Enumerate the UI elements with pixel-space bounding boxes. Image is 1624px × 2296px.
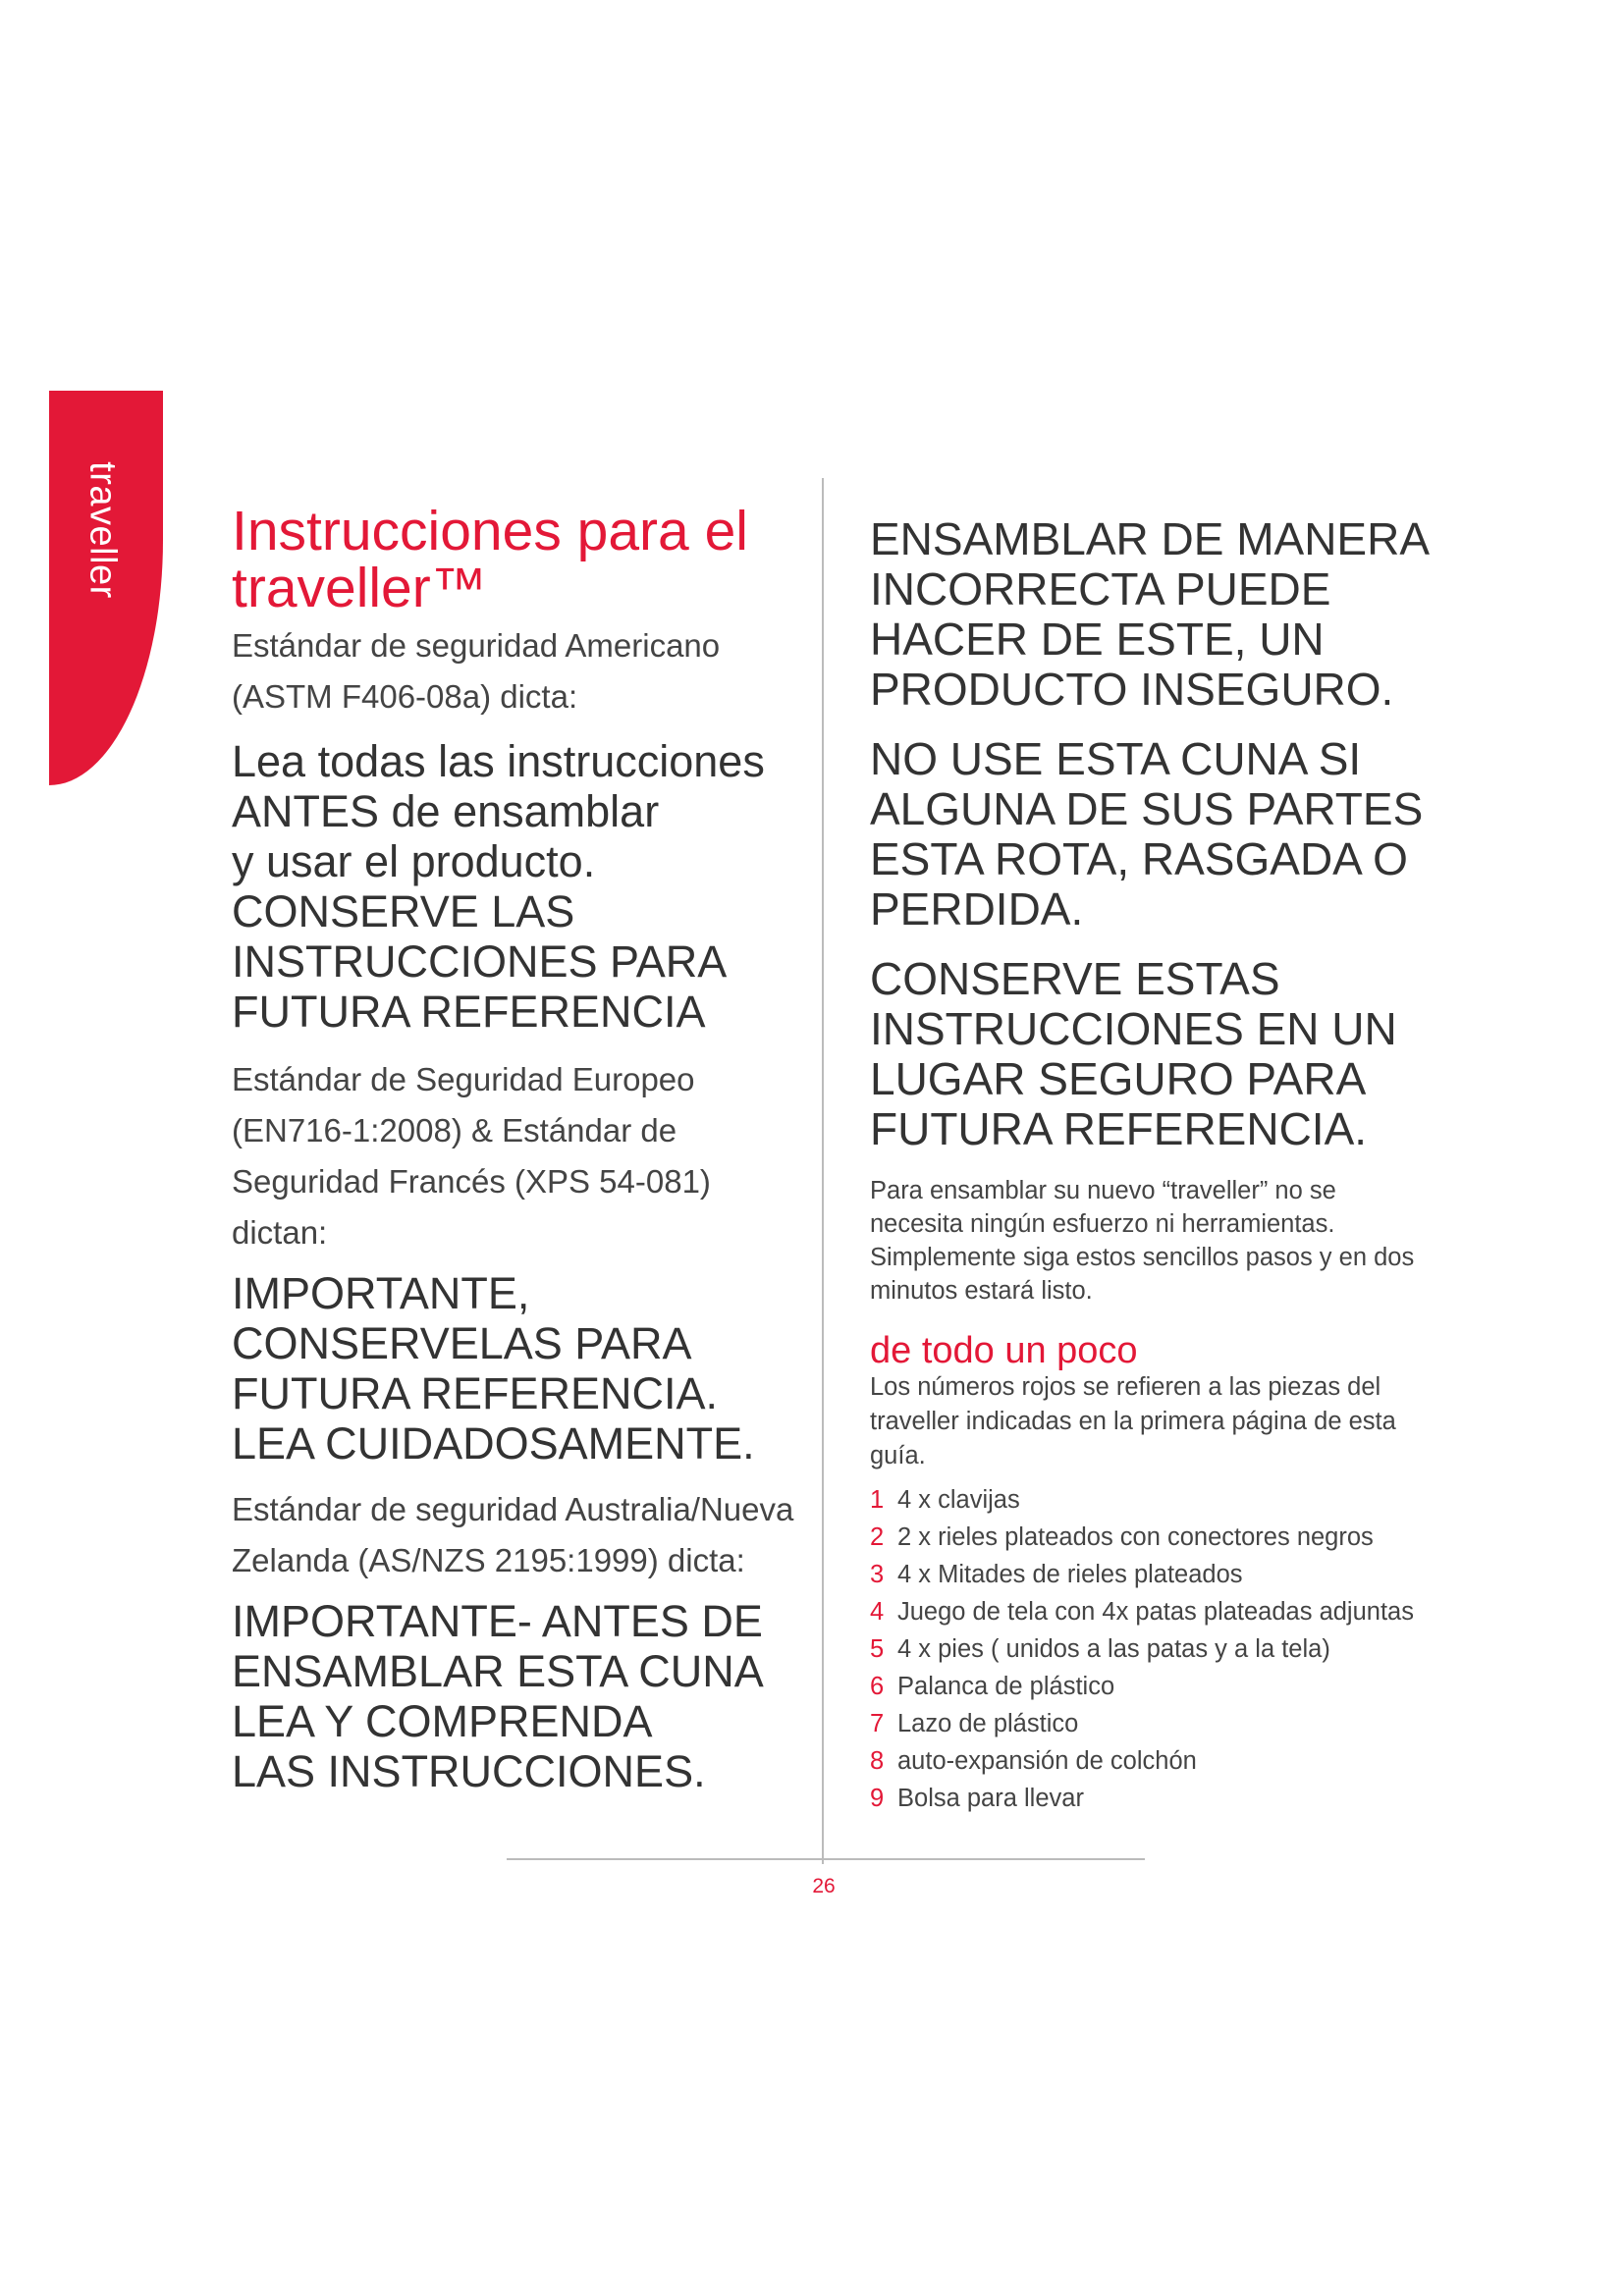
- us-notice: [232, 736, 811, 1037]
- part-label: Juego de tela con 4x patas plateadas adjuntas: [897, 1598, 1414, 1626]
- text-line: Seguridad Francés (XPS 54-081): [232, 1163, 711, 1200]
- part-number: 3: [870, 1561, 885, 1588]
- list-item: [870, 1519, 1469, 1556]
- text-line: INCORRECTA PUEDE: [870, 563, 1331, 614]
- part-label: Lazo de plástico: [897, 1710, 1079, 1737]
- parts-list: [870, 1481, 1469, 1817]
- text-line: HACER DE ESTE, UN: [870, 614, 1325, 665]
- text-line: ESTA ROTA, RASGADA O: [870, 833, 1408, 884]
- list-item: [870, 1556, 1469, 1593]
- text-line: INSTRUCCIONES PARA: [232, 936, 728, 987]
- eu-notice: [232, 1268, 811, 1468]
- list-item: [870, 1668, 1469, 1705]
- au-standard: [232, 1484, 811, 1586]
- text-line: CONSERVE LAS: [232, 886, 575, 936]
- part-number: 8: [870, 1747, 885, 1775]
- right-column: [870, 514, 1469, 1817]
- text-line: ENSAMBLAR ESTA CUNA: [232, 1646, 764, 1696]
- part-label: Bolsa para llevar: [897, 1785, 1084, 1812]
- part-label: Palanca de plástico: [897, 1673, 1115, 1700]
- part-label: 4 x clavijas: [897, 1486, 1020, 1514]
- text-line: PERDIDA.: [870, 883, 1084, 934]
- list-item: [870, 1481, 1469, 1519]
- text-line: LEA Y COMPRENDA: [232, 1696, 653, 1746]
- part-number: 4: [870, 1598, 885, 1626]
- text-line: Estándar de Seguridad Europeo: [232, 1061, 695, 1097]
- text-line: Estándar de seguridad Australia/Nueva: [232, 1491, 794, 1527]
- page-title: [232, 500, 811, 619]
- text-line: (ASTM F406-08a) dicta:: [232, 678, 578, 715]
- warning-incorrect-assembly: [870, 514, 1469, 715]
- title-line: traveller™: [232, 557, 487, 619]
- au-notice: [232, 1596, 811, 1796]
- text-line: FUTURA REFERENCIA: [232, 987, 706, 1037]
- text-line: guía.: [870, 1442, 926, 1469]
- part-number: 5: [870, 1635, 885, 1663]
- part-number: 1: [870, 1486, 885, 1514]
- side-tab-label: traveller: [81, 461, 124, 599]
- text-line: ALGUNA DE SUS PARTES: [870, 783, 1424, 834]
- text-line: CONSERVE ESTAS: [870, 953, 1280, 1004]
- text-line: FUTURA REFERENCIA.: [232, 1368, 719, 1418]
- text-line: y usar el producto.: [232, 836, 596, 886]
- list-item: [870, 1630, 1469, 1668]
- column-divider: [822, 478, 824, 1864]
- assembly-intro: [870, 1174, 1469, 1308]
- part-label: 4 x pies ( unidos a las patas y a la tela): [897, 1635, 1330, 1663]
- part-label: 4 x Mitades de rieles plateados: [897, 1561, 1243, 1588]
- text-line: PRODUCTO INSEGURO.: [870, 664, 1394, 715]
- text-line: IMPORTANTE- ANTES DE: [232, 1596, 763, 1646]
- part-number: 6: [870, 1673, 885, 1700]
- text-line: LEA CUIDADOSAMENTE.: [232, 1418, 755, 1468]
- left-column: [232, 500, 811, 1796]
- text-line: Para ensamblar su nuevo “traveller” no se: [870, 1177, 1336, 1204]
- text-line: LUGAR SEGURO PARA: [870, 1053, 1367, 1104]
- warning-keep-instructions: [870, 954, 1469, 1154]
- part-label: auto-expansión de colchón: [897, 1747, 1197, 1775]
- page-number: 26: [812, 1875, 836, 1897]
- text-line: Lea todas las instrucciones: [232, 736, 765, 786]
- text-line: ANTES de ensamblar: [232, 786, 660, 836]
- us-standard: [232, 620, 811, 722]
- text-line: FUTURA REFERENCIA.: [870, 1103, 1368, 1154]
- text-line: dictan:: [232, 1214, 328, 1251]
- text-line: INSTRUCCIONES EN UN: [870, 1003, 1397, 1054]
- text-line: traveller indicadas en la primera página de esta: [870, 1408, 1396, 1435]
- text-line: Estándar de seguridad Americano: [232, 627, 721, 664]
- text-line: minutos estará listo.: [870, 1277, 1093, 1305]
- text-line: LAS INSTRUCCIONES.: [232, 1746, 706, 1796]
- list-item: [870, 1780, 1469, 1817]
- text-line: Los números rojos se refieren a las piezas del: [870, 1373, 1381, 1401]
- part-label: 2 x rieles plateados con conectores negros: [897, 1523, 1374, 1551]
- text-line: Zelanda (AS/NZS 2195:1999) dicta:: [232, 1542, 745, 1578]
- text-line: IMPORTANTE,: [232, 1268, 530, 1318]
- text-line: NO USE ESTA CUNA SI: [870, 733, 1362, 784]
- list-item: [870, 1705, 1469, 1742]
- title-line: Instrucciones para el: [232, 500, 748, 562]
- parts-note: [870, 1370, 1469, 1473]
- text-line: necesita ningún esfuerzo ni herramientas.: [870, 1210, 1335, 1238]
- part-number: 9: [870, 1785, 885, 1812]
- part-number: 7: [870, 1710, 885, 1737]
- warning-broken-parts: [870, 734, 1469, 934]
- eu-standard: [232, 1054, 811, 1258]
- text-line: CONSERVELAS PARA: [232, 1318, 692, 1368]
- list-item: [870, 1593, 1469, 1630]
- text-line: Simplemente siga estos sencillos pasos y en dos: [870, 1244, 1415, 1271]
- section-heading: de todo un poco: [870, 1330, 1138, 1371]
- part-number: 2: [870, 1523, 885, 1551]
- list-item: [870, 1742, 1469, 1780]
- footer-rule: [507, 1858, 1145, 1860]
- text-line: ENSAMBLAR DE MANERA: [870, 513, 1431, 564]
- text-line: (EN716-1:2008) & Estándar de: [232, 1112, 677, 1148]
